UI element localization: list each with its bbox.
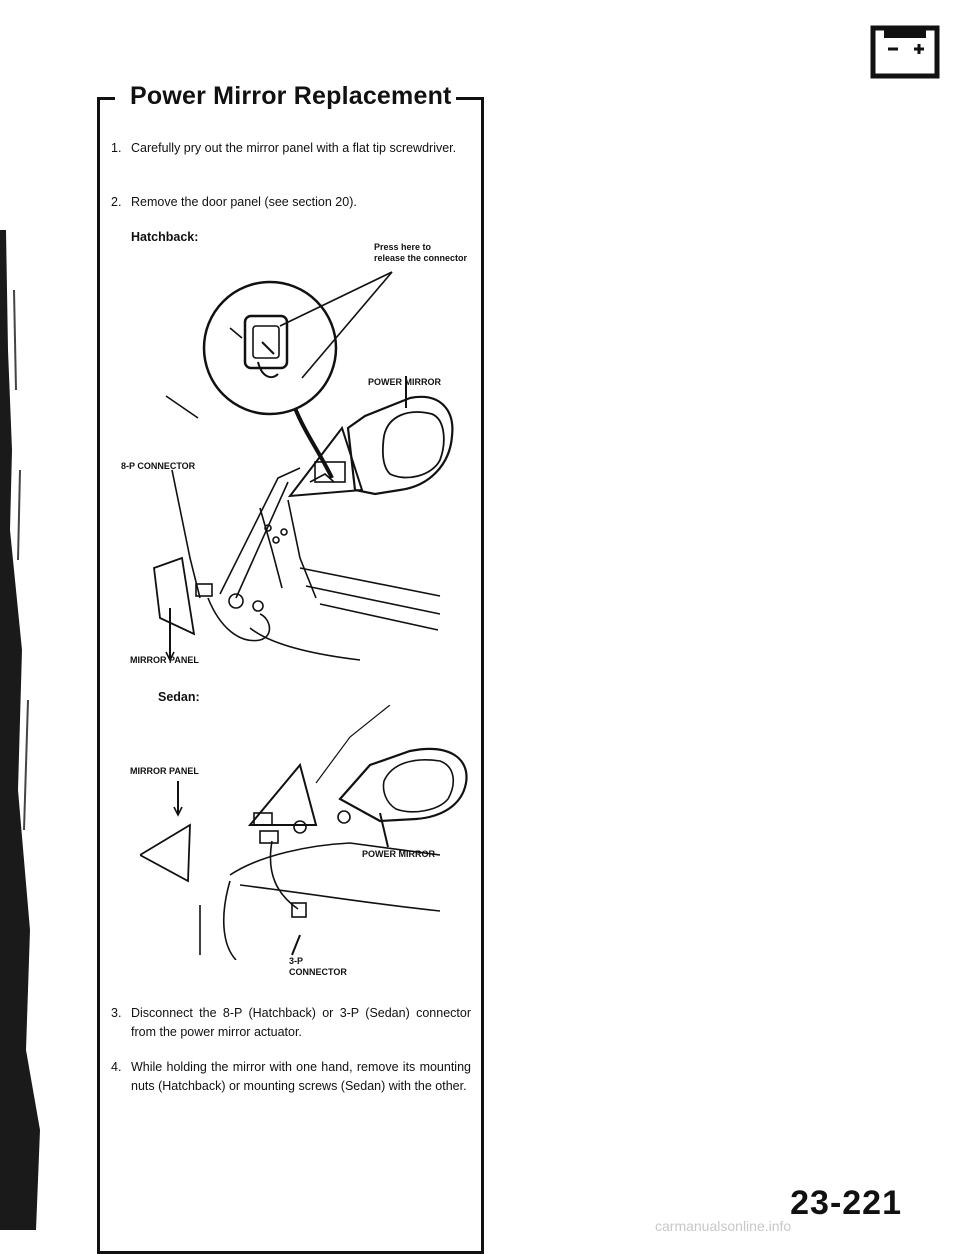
press-callout-line-2: release the connector: [374, 253, 468, 263]
step-number: 1.: [111, 141, 122, 155]
section-title: Power Mirror Replacement: [126, 82, 456, 111]
page-number: 23-221: [790, 1184, 902, 1222]
step-2: [111, 193, 471, 212]
hatchback-mirror-diagram: [110, 268, 470, 678]
step-number: 2.: [111, 195, 122, 209]
frame-top-rule-left: [97, 97, 115, 100]
step-4: [111, 1058, 471, 1096]
step-1: [111, 139, 471, 158]
sedan-mirror-diagram: [140, 705, 470, 960]
watermark: carmanualsonline.info: [655, 1218, 792, 1234]
connector-8p-label: 8-P CONNECTOR: [121, 461, 196, 471]
power-mirror-label: POWER MIRROR: [368, 377, 441, 387]
step-number: 4.: [111, 1060, 122, 1074]
step-text: Disconnect the 8-P (Hatchback) or 3-P (Sedan) connector from the power mirror actuator.: [131, 1006, 471, 1039]
press-callout: [374, 242, 467, 264]
step-3: [111, 1004, 471, 1042]
sedan-label: Sedan:: [158, 690, 200, 704]
detail-circle: [204, 282, 336, 414]
sedan-power-mirror-label: POWER MIRROR: [362, 849, 435, 859]
battery-icon: [870, 25, 940, 79]
sedan-mirror-panel-label: MIRROR PANEL: [130, 766, 199, 776]
step-text: While holding the mirror with one hand, remove its mounting nuts (Hatchback) or mounting screws (Sedan) with the other.: [131, 1060, 471, 1093]
sedan-connector-line-2: CONNECTOR: [289, 967, 347, 977]
sedan-connector-label: [289, 956, 347, 978]
step-text: Carefully pry out the mirror panel with a flat tip screwdriver.: [131, 141, 457, 155]
sedan-connector-line-1: 3-P: [289, 956, 304, 966]
hatchback-label: Hatchback:: [131, 230, 199, 244]
step-text: Remove the door panel (see section 20).: [131, 195, 357, 209]
mirror-panel-label: MIRROR PANEL: [130, 655, 199, 665]
scan-edge-decoration: [0, 230, 50, 1230]
step-number: 3.: [111, 1006, 122, 1020]
press-callout-line-1: Press here to: [374, 242, 432, 252]
